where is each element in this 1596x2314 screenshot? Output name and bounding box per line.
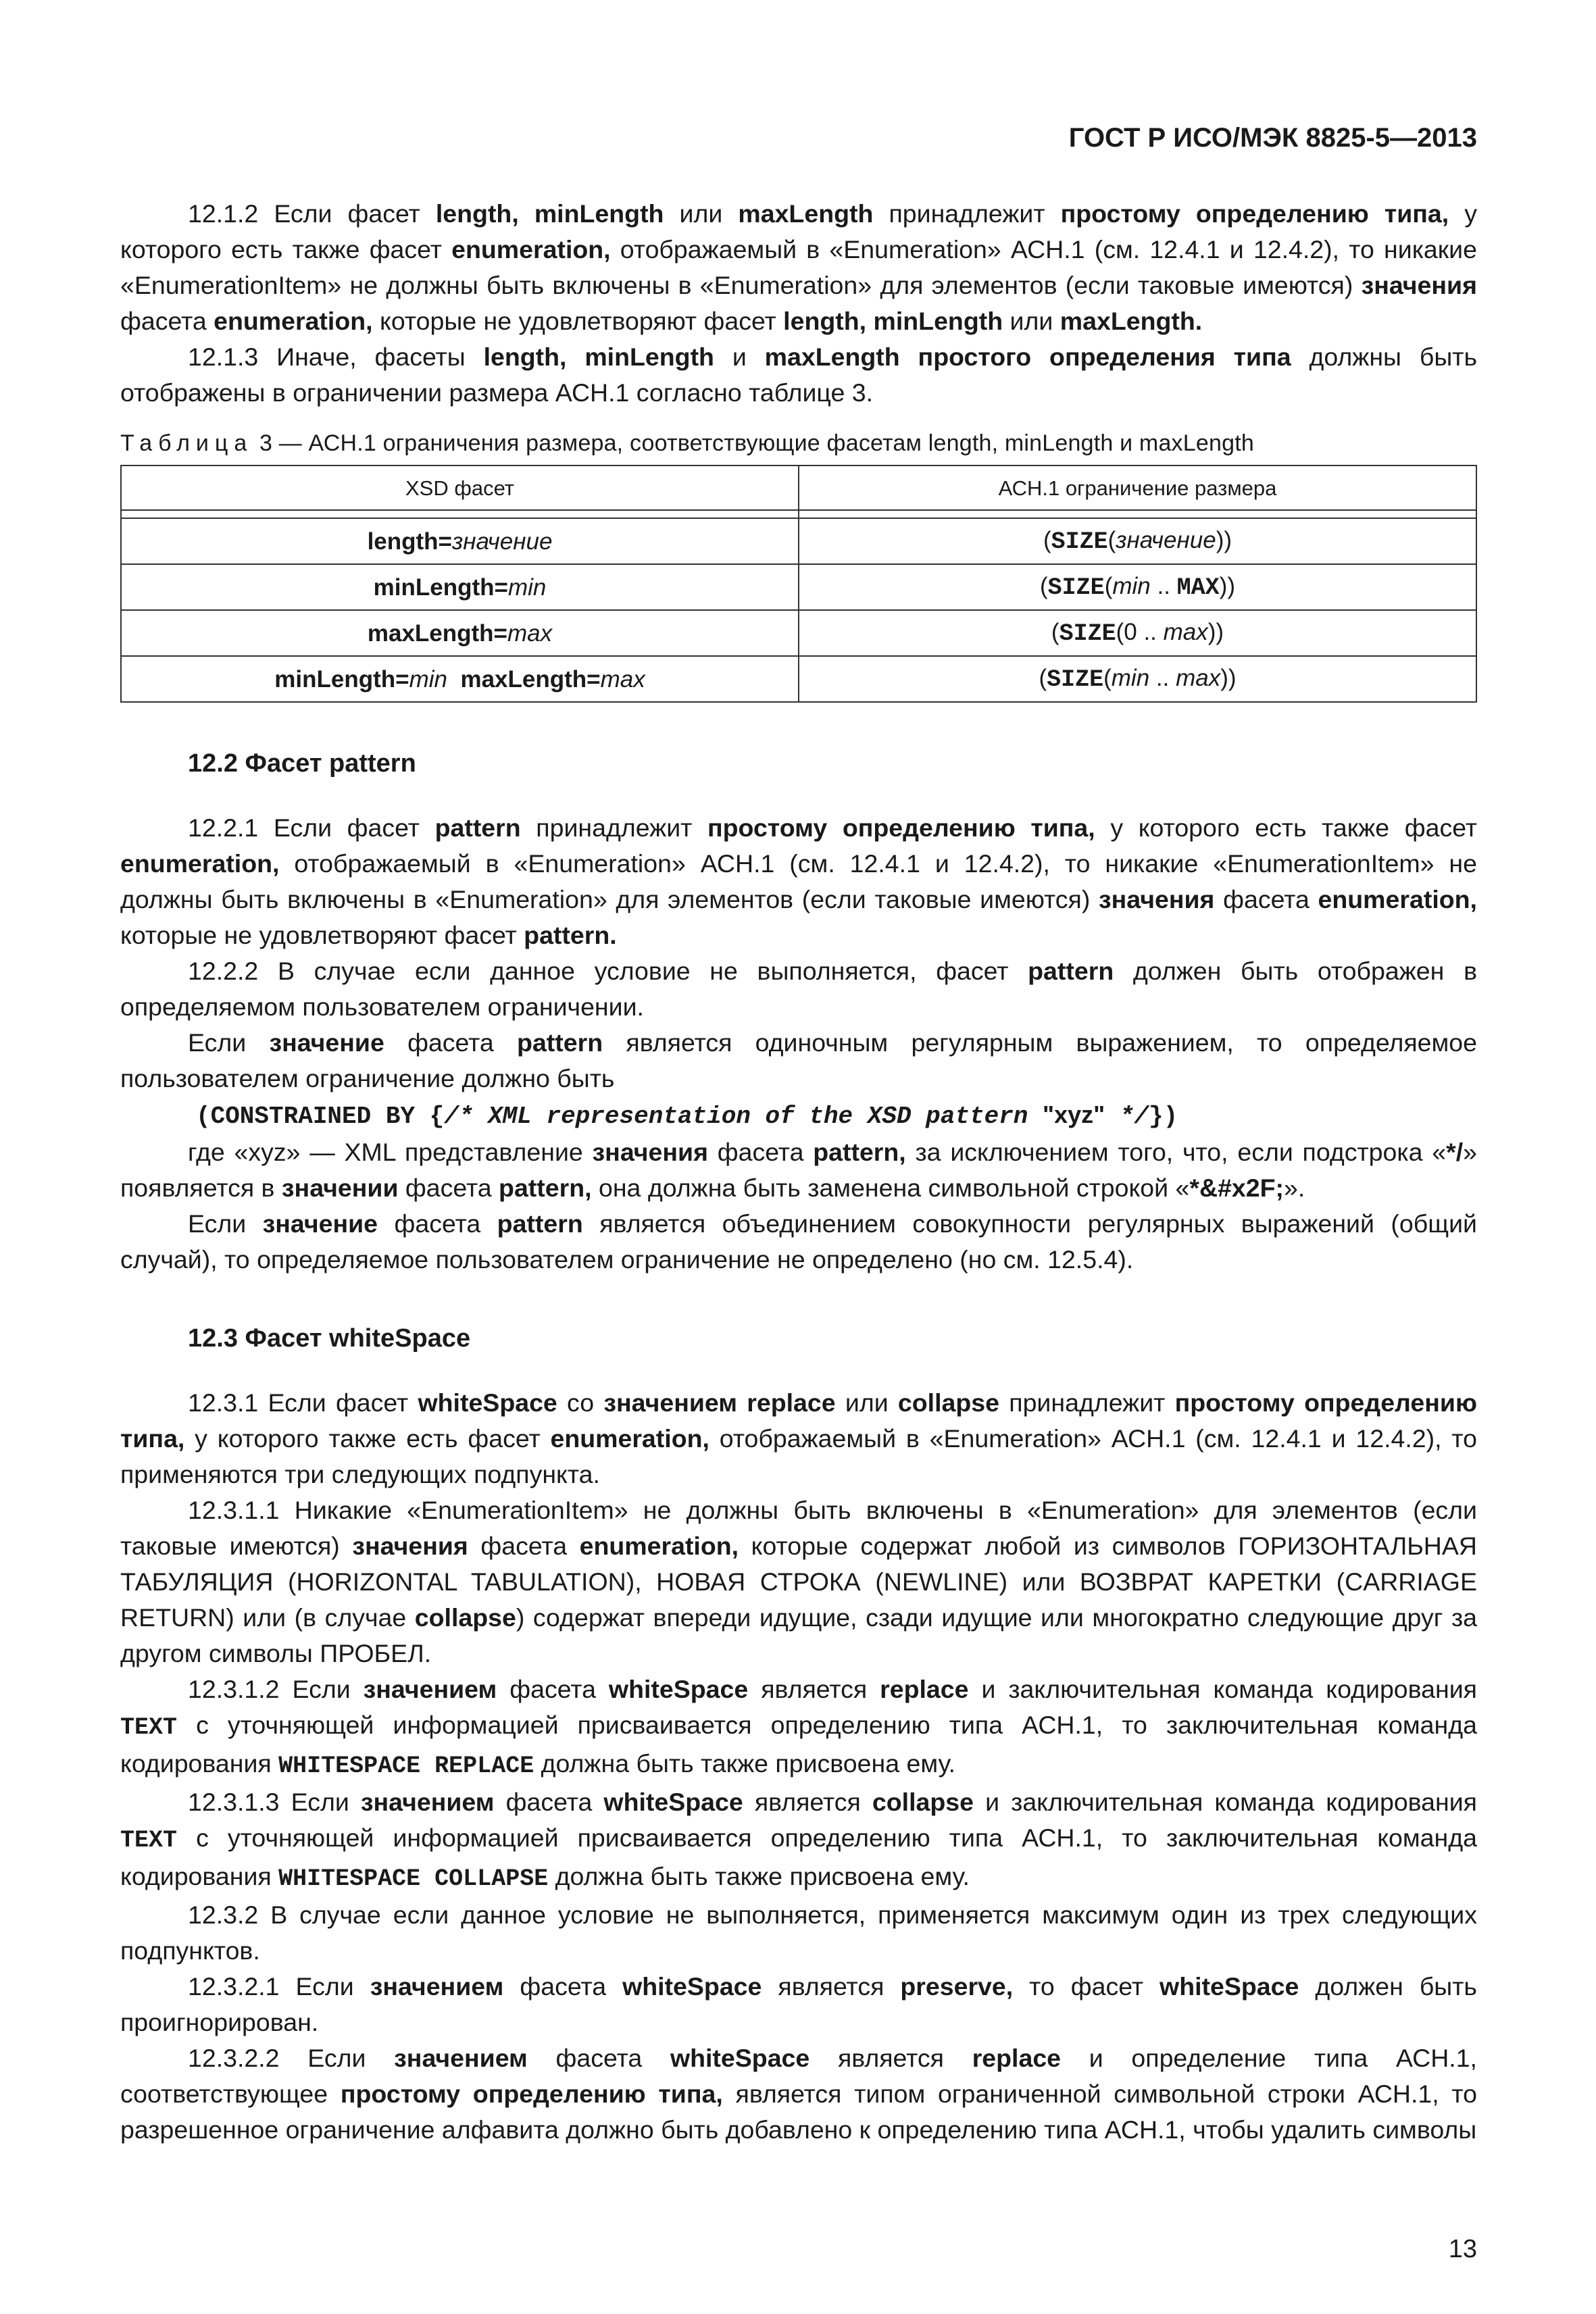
paragraph-where-xyz: где «xyz» — XML представление значения фасета pattern, за исключением того, что, если подстрока «*/» появляется в значении фасета pattern, она должна быть заменена символьной строкой «*&#x2F;». <box>120 1138 1477 1202</box>
paragraph-12-1-3: 12.1.3 Иначе, фасеты length, minLength и maxLength простого определения типа должны быть отображены в ограничении размера АСН.1 согласно таблице 3. <box>120 343 1477 407</box>
paragraph-12-2-2: 12.2.2 В случае если данное условие не выполняется, фасет pattern должен быть отображен в определяемом пользователем ограничении. <box>120 957 1477 1021</box>
paragraph-12-3-2-2: 12.3.2.2 Если значением фасета whiteSpace является replace и определение типа АСН.1, соответствующее простому определению типа, является типом ограниченной символьной строки АСН.1, то разрешенное ограничение алфавита должно быть добавлено к определению типа АСН.1, чтобы удалить символы <box>120 2044 1478 2144</box>
table-cell-facet: minLength=min <box>121 564 799 610</box>
table-spacer-row <box>121 510 1476 518</box>
paragraph-12-3-1: 12.3.1 Если фасет whiteSpace со значением replace или collapse принадлежит простому определению типа, у которого также есть фасет enumeration, отображаемый в «Enumeration» АСН.1 (см. 12.4.1 и 12.4.2), то применяются три следующих подпункта. <box>120 1388 1477 1488</box>
table-header-xsd-facet: XSD фасет <box>121 466 799 510</box>
document-page <box>120 0 1477 2314</box>
code-constrained-by: (CONSTRAINED BY {/* XML representation of the XSD pattern "xyz" */}) <box>196 1101 1178 1130</box>
table-cell-constraint: (SIZE(значение)) <box>799 518 1476 564</box>
table-cell-constraint: (SIZE(min .. max)) <box>799 656 1476 702</box>
paragraph-single-regex: Если значение фасета pattern является одиночным регулярным выражением, то определяемое пользователем ограничение должно быть <box>120 1028 1477 1092</box>
table-header-row <box>121 466 1476 510</box>
section-heading-12-3: 12.3 Фасет whiteSpace <box>188 1324 471 1353</box>
paragraph-12-1-2: 12.1.2 Если фасет length, minLength или maxLength принадлежит простому определению типа, у которого есть также фасет enumeration, отображаемый в «Enumeration» АСН.1 (см. 12.4.1 и 12.4.2), то никакие «EnumerationItem» не должны быть включены в «Enumeration» для элементов (если таковые имеются) значения фасета enumeration, которые не удовлетворяют фасет length, minLength или maxLength. <box>120 199 1477 335</box>
table-cell-constraint: (SIZE(min .. MAX)) <box>799 564 1476 610</box>
paragraph-12-3-1-1: 12.3.1.1 Никакие «EnumerationItem» не должны быть включены в «Enumeration» для элементов (если таковые имеются) значения фасета enumeration, которые содержат любой из символов ГОРИЗОНТАЛЬНАЯ ТАБУЛЯЦИЯ (HORIZONTAL TABULATION), НОВАЯ СТРОКА (NEWLINE) или ВОЗВРАТ КАРЕТКИ (CARRIAGE RETURN) или (в случае collapse) содержат впереди идущие, сзади идущие или многократно следующие друг за другом символы ПРОБЕЛ. <box>120 1496 1477 1667</box>
page-header: ГОСТ Р ИСО/МЭК 8825-5—2013 <box>1068 123 1477 153</box>
page-number: 13 <box>1448 2235 1477 2263</box>
paragraph-regex-union: Если значение фасета pattern является объединением совокупности регулярных выражений (общий случай), то определяемое пользователем ограничение не определено (но см. 12.5.4). <box>120 1209 1477 1274</box>
table-cell-facet: maxLength=max <box>121 610 799 656</box>
paragraph-12-3-1-2: 12.3.1.2 Если значением фасета whiteSpace является replace и заключительная команда кодирования TEXT с уточняющей информацией присваивается определению типа АСН.1, то заключительная команда кодирования WHITESPACE REPLACE должна быть также присвоена ему. <box>120 1675 1477 1780</box>
page-body <box>120 196 1477 2148</box>
table-row <box>121 564 1476 610</box>
table-cell-facet: length=значение <box>121 518 799 564</box>
table-row <box>121 610 1476 656</box>
paragraph-12-3-1-3: 12.3.1.3 Если значением фасета whiteSpace является collapse и заключительная команда кодирования TEXT с уточняющей информацией присваивается определению типа АСН.1, то заключительная команда кодирования WHITESPACE COLLAPSE должна быть также присвоена ему. <box>120 1788 1477 1892</box>
table-row <box>121 656 1476 702</box>
table-header-asn1-constraint: АСН.1 ограничение размера <box>799 466 1476 510</box>
paragraph-12-3-2: 12.3.2 В случае если данное условие не выполняется, применяется максимум один из трех следующих подпунктов. <box>120 1901 1477 1965</box>
table-cell-constraint: (SIZE(0 .. max)) <box>799 610 1476 656</box>
table-3 <box>120 465 1477 703</box>
section-heading-12-2: 12.2 Фасет pattern <box>188 749 416 778</box>
table-cell-facet: minLength=min maxLength=max <box>121 656 799 702</box>
paragraph-12-2-1: 12.2.1 Если фасет pattern принадлежит простому определению типа, у которого есть также фасет enumeration, отображаемый в «Enumeration» АСН.1 (см. 12.4.1 и 12.4.2), то никакие «EnumerationItem» не должны быть включены в «Enumeration» для элементов (если таковые имеются) значения фасета enumeration, которые не удовлетворяют фасет pattern. <box>120 813 1477 949</box>
table-3-caption: Таблица 3 — АСН.1 ограничения размера, соответствующие фасетам length, minLength и maxLength <box>120 430 1254 456</box>
table-row <box>121 518 1476 564</box>
paragraph-12-3-2-1: 12.3.2.1 Если значением фасета whiteSpace является preserve, то фасет whiteSpace должен быть проигнорирован. <box>120 1972 1477 2036</box>
